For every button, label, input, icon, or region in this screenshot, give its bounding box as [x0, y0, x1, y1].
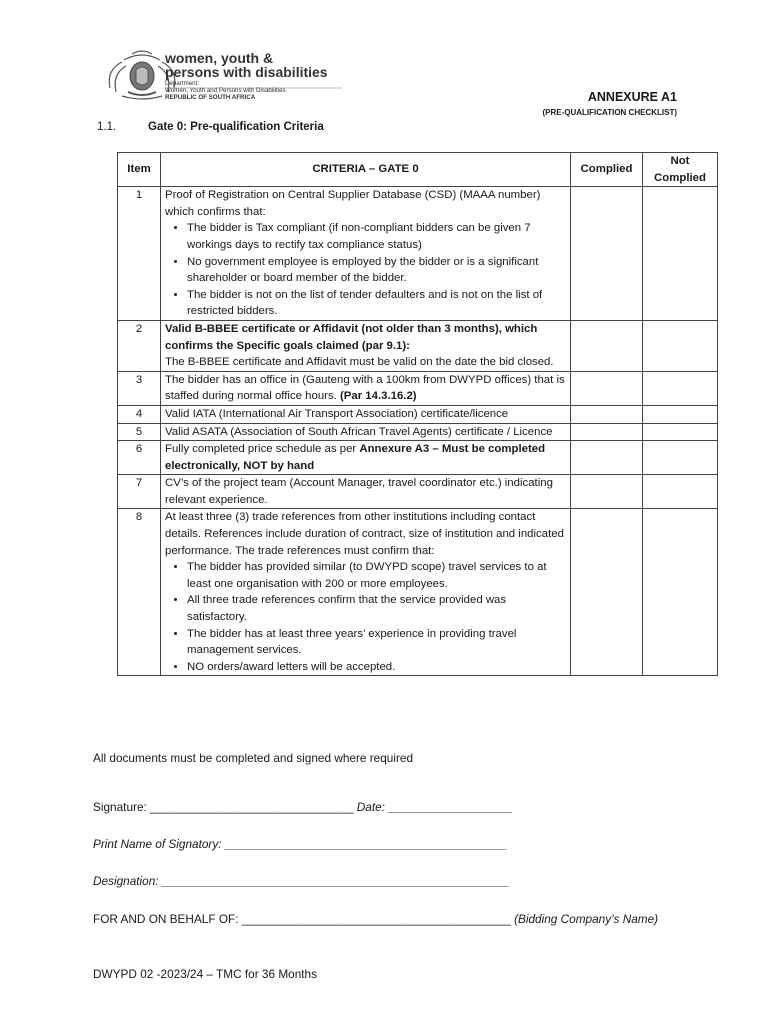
criteria-text: The bidder has an office in (Gauteng with a 100km from DWYPD offices) that is staffed during normal office hours. [165, 373, 565, 403]
complied-cell[interactable] [571, 187, 643, 321]
on-behalf-line[interactable] [93, 912, 658, 926]
completion-note: All documents must be completed and signed where required [93, 751, 414, 765]
row-item-number: 5 [118, 423, 161, 441]
table-row [118, 320, 718, 371]
not-complied-cell[interactable] [643, 187, 718, 321]
section-title: Gate 0: Pre-qualification Criteria [148, 121, 324, 133]
not-complied-cell[interactable] [643, 441, 718, 475]
criteria-bullets [165, 220, 566, 320]
table-row [118, 509, 718, 676]
row-criteria [161, 187, 571, 321]
table-row [118, 187, 718, 321]
bullet-item: • The bidder has at least three years’ experience in providing travel management services. [187, 626, 566, 659]
not-complied-cell[interactable] [643, 320, 718, 371]
department-sub-line2: Women, Youth and Persons with Disabilities [165, 87, 286, 94]
criteria-table [117, 152, 718, 676]
not-complied-cell[interactable] [643, 371, 718, 405]
bullet-item: • No government employee is employed by the bidder or is a significant shareholder or board member of the bidder. [187, 254, 566, 287]
criteria-bold-text: Valid B-BBEE certificate or Affidavit (not older than 3 months), which confirms the Specific goals claimed (par 9.1): [165, 322, 538, 352]
criteria-bullets [165, 559, 566, 675]
criteria-text: At least three (3) trade references from other institutions including contact details. References include duration of contract, size of institution and indicated performance. The trade references must confirm that: [165, 511, 564, 557]
row-criteria: Valid IATA (International Air Transport Association) certificate/licence [161, 405, 571, 423]
header-criteria: CRITERIA – GATE 0 [161, 153, 571, 187]
header-not-complied-line1: Not [670, 155, 690, 167]
row-item-number: 1 [118, 187, 161, 321]
complied-cell[interactable] [571, 371, 643, 405]
table-row [118, 475, 718, 509]
annexure-title: ANNEXURE A1 [587, 90, 677, 104]
complied-cell[interactable] [571, 320, 643, 371]
row-item-number: 7 [118, 475, 161, 509]
table-row [118, 371, 718, 405]
bullet-item: • All three trade references confirm that the service provided was satisfactory. [187, 592, 566, 625]
table-row [118, 441, 718, 475]
complied-cell[interactable] [571, 509, 643, 676]
complied-cell[interactable] [571, 475, 643, 509]
document-footer: DWYPD 02 -2023/24 – TMC for 36 Months [93, 967, 318, 981]
bullet-item: • The bidder is not on the list of tender defaulters and is not on the list of restricted bidders. [187, 287, 566, 320]
criteria-text: The B-BBEE certificate and Affidavit must be valid on the date the bid closed. [165, 356, 554, 369]
row-item-number: 6 [118, 441, 161, 475]
not-complied-cell[interactable] [643, 509, 718, 676]
bullet-item: • The bidder is Tax compliant (if non-compliant bidders can be given 7 workings days to rectify tax compliance status) [187, 220, 566, 253]
criteria-bold-tail: Annexure A3 – Must be completed electronically, NOT by hand [165, 443, 546, 472]
date-label: Date: ___________________ [356, 800, 513, 814]
signature-label: Signature: _______________________________ [93, 800, 357, 814]
row-item-number: 2 [118, 320, 161, 371]
not-complied-cell[interactable] [643, 475, 718, 509]
department-title-line1: women, youth & [165, 50, 274, 66]
row-item-number: 8 [118, 509, 161, 676]
table-row [118, 423, 718, 441]
row-item-number: 4 [118, 405, 161, 423]
table-header-row [118, 153, 718, 187]
row-criteria [161, 509, 571, 676]
row-criteria [161, 371, 571, 405]
row-criteria: Valid ASATA (Association of South African Travel Agents) certificate / Licence [161, 423, 571, 441]
on-behalf-label: FOR AND ON BEHALF OF: _________________________________________ [93, 912, 515, 926]
row-criteria [161, 320, 571, 371]
bullet-item: • The bidder has provided similar (to DWYPD scope) travel services to at least one organisation with 200 or more employees. [187, 559, 566, 592]
criteria-text: Proof of Registration on Central Supplier Database (CSD) (MAAA number) which confirms that: [165, 189, 541, 218]
designation-line[interactable]: Designation: _____________________________________________________ [93, 874, 510, 888]
not-complied-cell[interactable] [643, 405, 718, 423]
row-criteria [161, 441, 571, 475]
print-name-line[interactable]: Print Name of Signatory: ___________________________________________ [93, 837, 507, 851]
header-not-complied [643, 153, 718, 187]
table-row [118, 405, 718, 423]
complied-cell[interactable] [571, 423, 643, 441]
department-sub-line3: REPUBLIC OF SOUTH AFRICA [165, 94, 256, 101]
annexure-subtitle: (PRE-QUALIFICATION CHECKLIST) [542, 108, 677, 117]
not-complied-cell[interactable] [643, 423, 718, 441]
department-subtitle [165, 80, 286, 101]
header-not-complied-line2: Complied [654, 171, 706, 184]
department-title [165, 51, 328, 79]
criteria-text: Fully completed price schedule as per [165, 443, 360, 456]
complied-cell[interactable] [571, 405, 643, 423]
header-complied: Complied [571, 153, 643, 187]
complied-cell[interactable] [571, 441, 643, 475]
bidding-company-label: (Bidding Company’s Name) [514, 912, 659, 926]
section-number: 1.1. [97, 121, 117, 133]
signature-line[interactable] [93, 800, 513, 814]
criteria-bold-tail: (Par 14.3.16.2) [339, 390, 417, 403]
header-item: Item [118, 153, 161, 187]
bullet-item: • NO orders/award letters will be accepted. [187, 659, 566, 676]
department-title-line2: persons with disabilities [165, 64, 328, 80]
row-item-number: 3 [118, 371, 161, 405]
row-criteria: CV’s of the project team (Account Manager, travel coordinator etc.) indicating relevant experience. [161, 475, 571, 509]
department-sub-line1: Department: [165, 80, 200, 87]
